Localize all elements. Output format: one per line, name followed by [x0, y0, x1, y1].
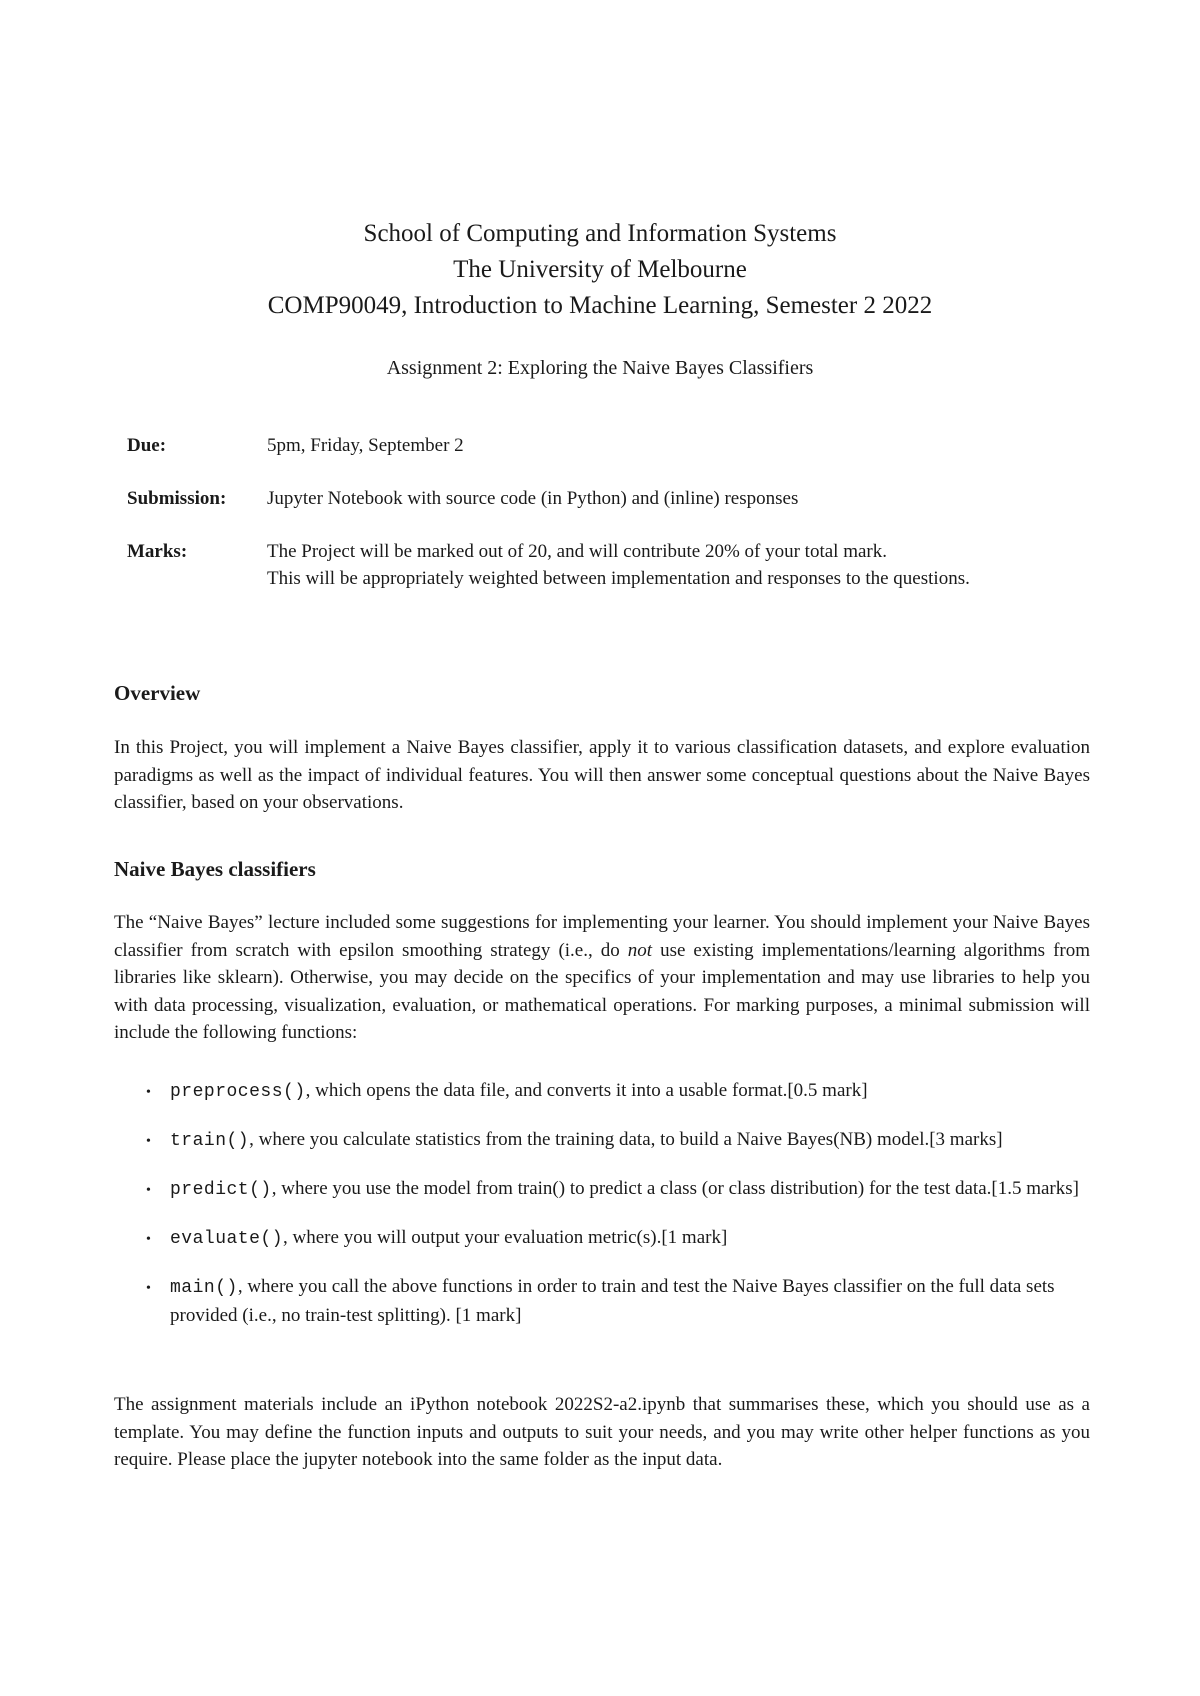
- due-value: [267, 432, 464, 459]
- bullet-icon: •: [146, 1232, 151, 1247]
- function-name: main(): [170, 1278, 238, 1298]
- marks-value-line-2: This will be appropriately weighted between implementation and responses to the questions.: [267, 568, 970, 589]
- due-value-text: 5pm, Friday, September 2: [267, 435, 464, 456]
- function-description: , where you will output your evaluation metric(s).[1 mark]: [283, 1227, 728, 1248]
- function-name: evaluate(): [170, 1229, 284, 1249]
- overview-heading: Overview: [114, 681, 201, 705]
- due-label: Due:: [127, 435, 167, 456]
- marks-value: [267, 538, 970, 592]
- list-item: [146, 1175, 1090, 1204]
- assignment-meta: [127, 432, 1127, 618]
- function-description: , where you calculate statistics from the training data, to build a Naive Bayes(NB) model.[3 marks]: [249, 1129, 1003, 1150]
- bullet-icon: •: [146, 1085, 151, 1100]
- overview-paragraph: In this Project, you will implement a Naive Bayes classifier, apply it to various classification datasets, and explore evaluation paradigms as well as the impact of individual features. You will then answer some conceptual questions about the Naive Bayes classifier, based on your observations.: [114, 737, 1090, 813]
- function-name: preprocess(): [170, 1082, 306, 1102]
- submission-value-text: Jupyter Notebook with source code (in Python) and (inline) responses: [267, 488, 799, 509]
- list-item: [146, 1077, 1090, 1106]
- bullet-icon: •: [146, 1183, 151, 1198]
- naive-bayes-paragraph: [114, 909, 1090, 1047]
- naive-bayes-paragraph-part-2: use existing implementations/learning algorithms from libraries like sklearn). Otherwise, you may decide on the specifics of your implementation and may use libraries to help you with data processing, visualization, evaluation, or mathematical operations. For marking purposes, a minimal submission will include the following functions:: [114, 939, 1091, 1043]
- function-list: [146, 1077, 1090, 1349]
- document-header: [0, 216, 1200, 324]
- list-item: [146, 1126, 1090, 1155]
- assignment-title: Assignment 2: Exploring the Naive Bayes Classifiers: [386, 357, 814, 379]
- submission-label: Submission:: [127, 488, 227, 509]
- naive-bayes-heading: Naive Bayes classifiers: [114, 857, 316, 881]
- submission-row: [127, 485, 1127, 512]
- list-item: [146, 1224, 1090, 1253]
- marks-label: Marks:: [127, 541, 188, 562]
- function-description: , which opens the data file, and converts it into a usable format.[0.5 mark]: [305, 1080, 868, 1101]
- university-name: The University of Melbourne: [453, 256, 747, 283]
- due-row: [127, 432, 1127, 459]
- school-name: School of Computing and Information Systems: [363, 220, 837, 247]
- emphasis-not: not: [627, 939, 653, 961]
- closing-paragraph: The assignment materials include an iPython notebook 2022S2-a2.ipynb that summarises these, which you should use as a template. You may define the function inputs and outputs to suit your needs, and you may write other helper functions as you require. Please place the jupyter notebook into the same folder as the input data.: [114, 1394, 1090, 1470]
- marks-row: [127, 538, 1127, 592]
- submission-value: [267, 485, 798, 512]
- naive-bayes-paragraph-part-1: The “Naive Bayes” lecture included some suggestions for implementing your learner. You should implement your Naive Bayes classifier from scratch with epsilon smoothing strategy (i.e., do: [114, 912, 1090, 961]
- bullet-icon: •: [146, 1281, 151, 1296]
- function-description: , where you call the above functions in order to train and test the Naive Bayes classifier on the full data sets provided (i.e., no train-test splitting). [1 mark]: [170, 1276, 1055, 1326]
- function-name: predict(): [170, 1180, 272, 1200]
- function-description: , where you use the model from train() to predict a class (or class distribution) for the test data.[1.5 marks]: [271, 1178, 1079, 1199]
- marks-value-line-1: The Project will be marked out of 20, and will contribute 20% of your total mark.: [267, 541, 887, 562]
- list-item: [146, 1273, 1090, 1329]
- bullet-icon: •: [146, 1134, 151, 1149]
- function-name: train(): [170, 1131, 250, 1151]
- course-title: COMP90049, Introduction to Machine Learning, Semester 2 2022: [267, 292, 933, 319]
